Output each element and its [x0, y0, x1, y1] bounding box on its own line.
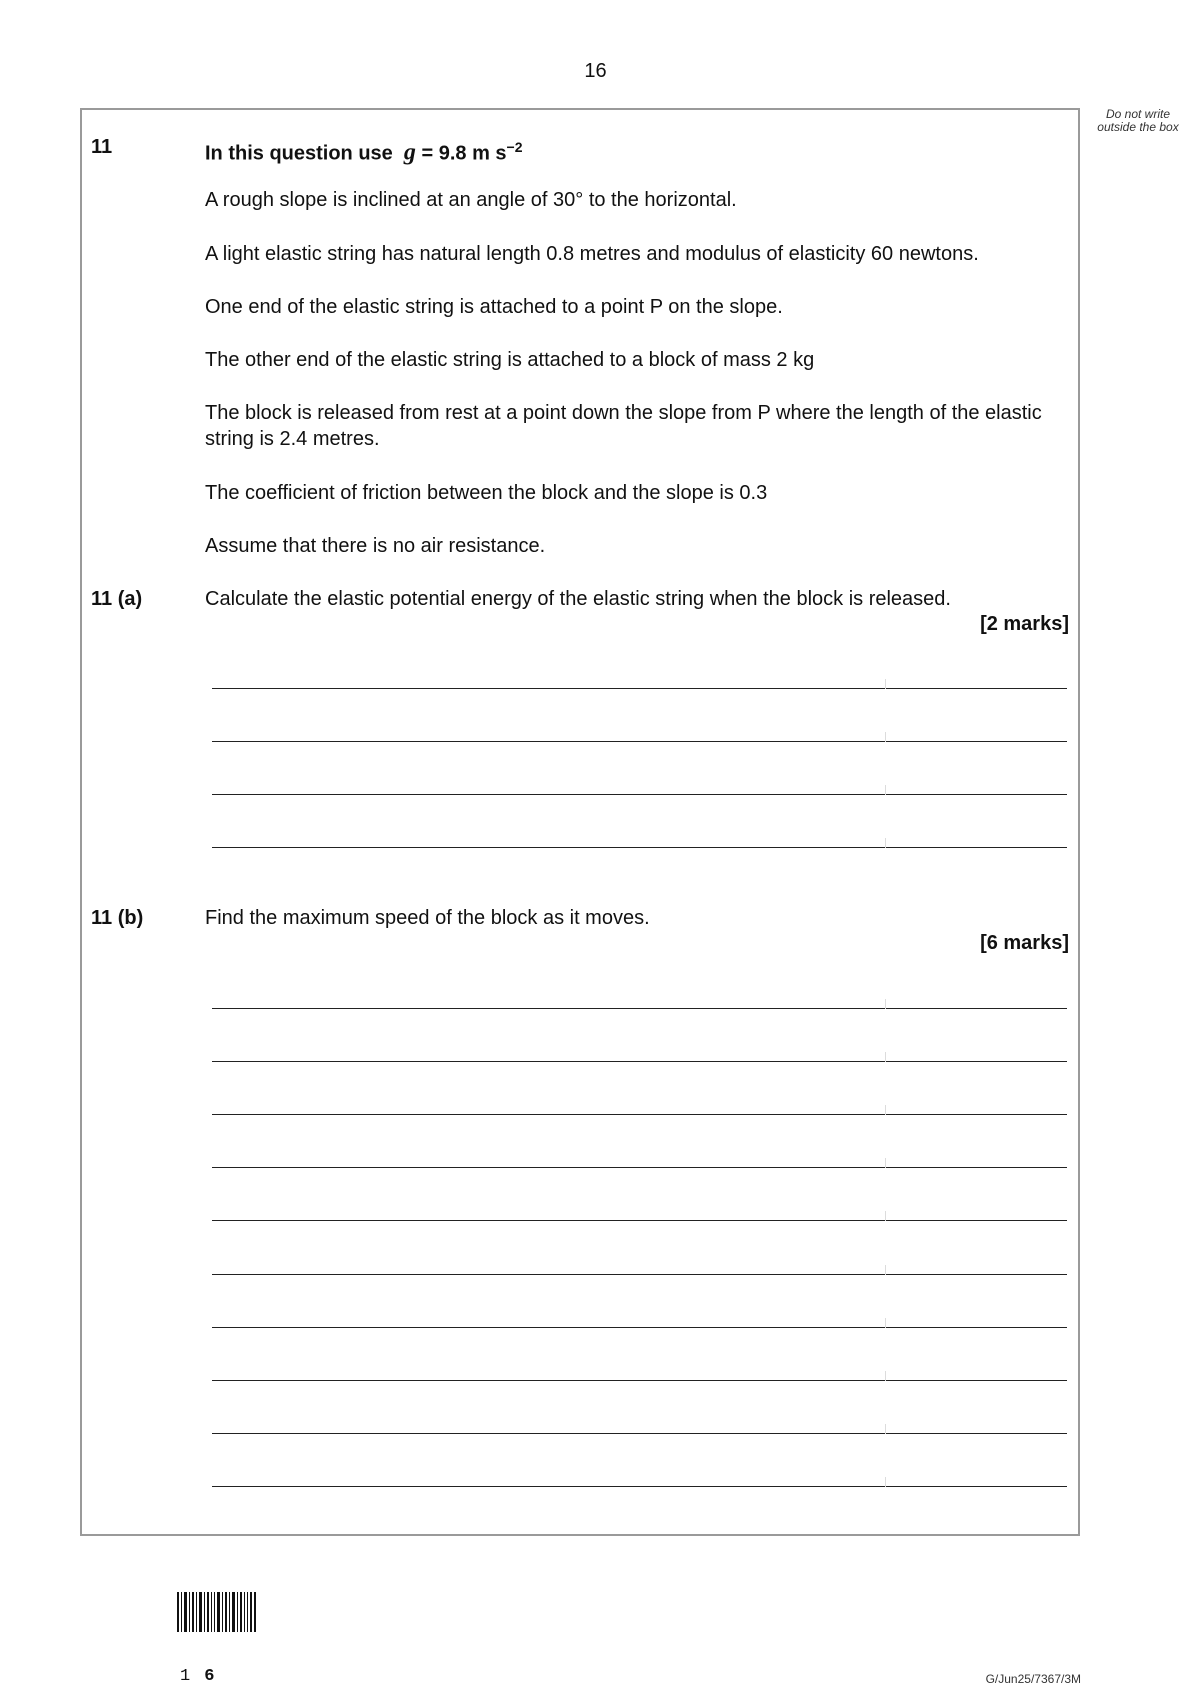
- answer-line[interactable]: [212, 741, 1067, 742]
- g-symbol: g: [403, 139, 416, 166]
- answer-line[interactable]: [212, 847, 1067, 848]
- paragraph-air-resistance: Assume that there is no air resistance.: [205, 535, 546, 557]
- part-b-marks: [6 marks]: [980, 932, 1069, 954]
- intro-prefix: In this question use: [205, 142, 393, 165]
- part-a-text: Calculate the elastic potential energy of the elastic string when the block is released.: [205, 588, 951, 610]
- answer-line[interactable]: [212, 688, 1067, 689]
- answer-line[interactable]: [212, 1114, 1067, 1115]
- paragraph-block-mass: The other end of the elastic string is attached to a block of mass 2 kg: [205, 349, 815, 371]
- barcode-digits: [180, 1667, 214, 1686]
- margin-note: Do not write outside the box: [1097, 107, 1179, 134]
- barcode: [177, 1592, 256, 1632]
- answer-line[interactable]: [212, 1380, 1067, 1381]
- answer-line[interactable]: [212, 1220, 1067, 1221]
- answer-line[interactable]: [212, 1008, 1067, 1009]
- answer-line[interactable]: [212, 1327, 1067, 1328]
- page-number: 16: [584, 60, 607, 82]
- answer-line[interactable]: [212, 1061, 1067, 1062]
- answer-line[interactable]: [212, 794, 1067, 795]
- part-a-label: 11 (a): [91, 588, 143, 610]
- answer-line[interactable]: [212, 1167, 1067, 1168]
- paragraph-friction: The coefficient of friction between the block and the slope is 0.3: [205, 482, 768, 504]
- answer-line[interactable]: [212, 1433, 1067, 1434]
- paragraph-point-p: One end of the elastic string is attached to a point P on the slope.: [205, 296, 783, 318]
- answer-box-frame: [80, 108, 1080, 1536]
- g-value: = 9.8 m s: [415, 142, 507, 165]
- question-intro: [205, 134, 1075, 167]
- part-b-text: Find the maximum speed of the block as it moves.: [205, 907, 650, 929]
- part-b-label: 11 (b): [91, 907, 144, 929]
- barcode-digit: 6: [204, 1667, 215, 1686]
- paragraph-release: The block is released from rest at a point down the slope from P where the length of the elastic string is 2.4 metres.: [205, 402, 1042, 450]
- barcode-digit: 1: [180, 1667, 191, 1686]
- question-number: 11: [91, 136, 113, 158]
- answer-line[interactable]: [212, 1486, 1067, 1487]
- g-exponent: −2: [506, 139, 523, 155]
- paragraph-slope: A rough slope is inclined at an angle of 30° to the horizontal.: [205, 189, 737, 211]
- answer-line[interactable]: [212, 1274, 1067, 1275]
- part-a-marks: [2 marks]: [980, 613, 1069, 635]
- paragraph-string: A light elastic string has natural length 0.8 metres and modulus of elasticity 60 newtons.: [205, 243, 979, 265]
- document-code: G/Jun25/7367/3M: [985, 1672, 1081, 1686]
